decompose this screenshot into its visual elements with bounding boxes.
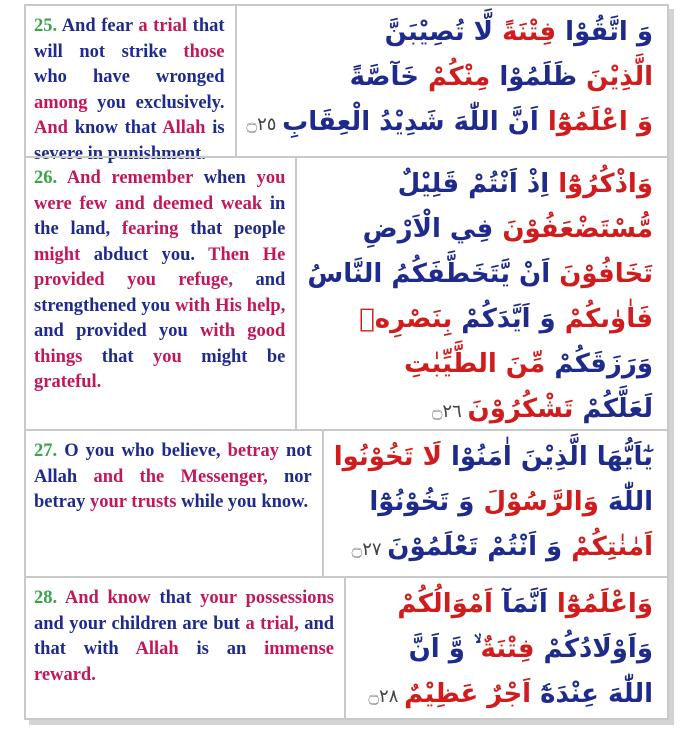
arabic-text [237, 6, 667, 156]
translation-segment: And [34, 118, 75, 138]
translation-segment: and that with [34, 613, 335, 659]
translation-segment: O you who believe, [57, 441, 228, 461]
english-translation [26, 578, 346, 720]
arabic-line [307, 162, 653, 207]
translation-segment: are but [182, 613, 246, 634]
arabic-segment: لَعَلَّكُمْ [573, 394, 653, 424]
translation-segment: and deemed weak [114, 193, 270, 214]
arabic-line [356, 627, 653, 672]
arabic-line [247, 55, 653, 100]
arabic-line [307, 342, 653, 387]
translation-segment: your possessions [200, 588, 334, 608]
ayah-end-marker: ۝٢٨ [368, 686, 405, 707]
arabic-segment: ظَلَمُوْا [490, 62, 578, 92]
arabic-segment: يٰٓاَيُّهَا الَّذِيْنَ اٰمَنُوْا [441, 442, 653, 472]
arabic-segment: فَاٰوٰىكُمْ [555, 304, 653, 334]
arabic-segment: لَا تَخُوْنُوا [333, 442, 442, 472]
arabic-line [307, 387, 653, 434]
english-translation [26, 431, 324, 578]
translation-segment: betray [227, 441, 287, 461]
arabic-line [307, 252, 653, 297]
arabic-segment: فِتْنَةً [493, 17, 557, 47]
arabic-segment: وَ اَنْتُمْ تَعْلَمُوْنَ [387, 532, 563, 562]
verse-row-26 [26, 156, 667, 431]
arabic-segment: اللّٰهَ [598, 679, 653, 709]
translation-segment: with [200, 321, 248, 341]
translation-segment: when [203, 168, 257, 188]
translation-table [24, 4, 669, 720]
translation-segment: Allah [162, 118, 213, 138]
translation-segment: Allah [34, 466, 94, 487]
translation-segment: and your children [34, 613, 183, 634]
arabic-segment: مُّسْتَضْعَفُوْنَ [493, 214, 653, 244]
arabic-segment: بِنَصْرِهٖ [359, 304, 453, 334]
translation-segment: And [57, 16, 102, 36]
translation-segment: that people [190, 219, 286, 239]
arabic-line [356, 582, 653, 627]
arabic-line [247, 10, 653, 55]
translation-segment: know that [74, 118, 163, 138]
verse-row-28 [26, 576, 667, 720]
translation-segment: nor betray [34, 466, 312, 512]
english-translation [26, 158, 297, 431]
verse-row-25 [26, 6, 667, 164]
verse-number: 26. [34, 168, 58, 188]
translation-segment: those [183, 41, 225, 62]
verse-number: 28. [34, 588, 58, 608]
translation-segment: grateful. [34, 372, 102, 392]
translation-segment: you [256, 168, 286, 188]
translation-segment: fearing [121, 219, 191, 239]
translation-segment: that [101, 346, 153, 367]
arabic-segment: اَنْ يَّتَخَطَّفَكُمُ النَّاسُ [307, 259, 551, 289]
arabic-segment: اِذْ اَنْتُمْ [459, 169, 550, 199]
translation-segment: who have wronged [34, 67, 225, 87]
arabic-segment: مِنْكُمْ [419, 62, 491, 92]
arabic-segment: عِنْدَهٗٓ [531, 679, 599, 709]
translation-segment: is severe in punishment. [34, 118, 225, 164]
translation-segment: And remember [57, 168, 204, 188]
translation-segment: your trusts [90, 492, 182, 512]
translation-segment: in the land, [34, 193, 286, 239]
translation-segment: while you know. [181, 492, 309, 512]
arabic-segment: الَّذِيْنَ [577, 62, 653, 92]
translation-segment: Allah [135, 639, 197, 659]
arabic-segment: اللّٰهَ [598, 487, 653, 517]
translation-segment: abduct you. [93, 244, 209, 265]
translation-segment: and strengthened you [34, 270, 286, 316]
translation-segment: among [34, 92, 98, 113]
arabic-segment: تَخَافُوْنَ [550, 259, 653, 289]
arabic-segment: وَاعْلَمُوْٓا [547, 589, 653, 619]
arabic-segment: وَ اعْلَمُوْٓا [538, 107, 653, 137]
ayah-end-marker: ۝٢٦ [431, 401, 468, 422]
arabic-segment: فِتْنَةٌ [480, 634, 535, 664]
translation-segment: with His help, [175, 295, 286, 316]
arabic-line [356, 672, 653, 719]
arabic-line [334, 480, 653, 525]
arabic-segment: وَاذْكُرُوْٓا [549, 169, 653, 199]
arabic-segment: تَشْكُرُوْنَ [467, 394, 574, 424]
translation-segment: good things [34, 321, 286, 367]
translation-segment: that [159, 588, 201, 608]
arabic-segment: لَّا تُصِيْبَنَّ [384, 17, 494, 47]
arabic-segment: فِي الْاَرْضِ [362, 214, 494, 244]
translation-segment: And know [57, 588, 160, 608]
translation-segment: immense reward. [34, 639, 334, 685]
translation-segment: not [286, 441, 312, 461]
arabic-segment: وَ اَيَّدَكُمْ [452, 304, 556, 334]
arabic-segment: وَ تَخُوْنُوْٓا [369, 487, 475, 517]
arabic-segment: وَرَزَقَكُمْ [545, 349, 653, 379]
arabic-line [247, 100, 653, 147]
translation-segment: you [153, 346, 202, 367]
english-translation [26, 6, 237, 164]
translation-segment: you exclusively. [97, 92, 225, 113]
arabic-segment: اَمْوَالُكُمْ [397, 589, 493, 619]
arabic-segment: مِّنَ الطَّيِّبٰتِ [404, 349, 546, 379]
arabic-segment: ۙ وَّ اَنَّ [408, 634, 481, 664]
translation-segment: fear [101, 16, 139, 36]
verse-number: 27. [34, 441, 58, 461]
ayah-end-marker: ۝٢٥ [246, 114, 283, 135]
verse-row-27 [26, 429, 667, 578]
translation-segment: a trial, [245, 613, 305, 634]
arabic-text [297, 158, 667, 431]
translation-segment: and provided you [34, 321, 201, 341]
arabic-segment: خَآصَّةً [349, 62, 419, 92]
arabic-line [334, 525, 653, 572]
arabic-segment: وَاَوْلَادُكُمْ [534, 634, 653, 664]
arabic-segment: اَنَّمَآ [492, 589, 548, 619]
arabic-line [307, 297, 653, 342]
arabic-segment: وَالرَّسُوْلَ [474, 487, 599, 517]
translation-segment: and the Messenger, [93, 466, 284, 487]
translation-segment: a trial [138, 16, 193, 36]
arabic-text [346, 578, 667, 720]
translation-segment: might [34, 244, 94, 265]
translation-segment: Then He provided you refuge, [34, 244, 286, 290]
arabic-segment: قَلِيْلٌ [397, 169, 460, 199]
translation-segment: is an [196, 639, 265, 659]
translation-segment: might be [201, 346, 286, 367]
translation-segment: that will not strike [34, 16, 225, 62]
arabic-segment: وَ اتَّقُوْا [556, 17, 653, 47]
arabic-segment: اَجْرٌ عَظِيْمٌ [404, 679, 532, 709]
arabic-line [334, 435, 653, 480]
verse-number: 25. [34, 16, 58, 36]
translation-segment: were few [34, 193, 115, 214]
arabic-segment: اَمٰنٰتِكُمْ [562, 532, 653, 562]
arabic-line [307, 207, 653, 252]
ayah-end-marker: ۝٢٧ [351, 539, 388, 560]
arabic-segment: اَنَّ اللّٰهَ شَدِيْدُ الْعِقَابِ [282, 107, 539, 137]
arabic-text [324, 431, 667, 578]
